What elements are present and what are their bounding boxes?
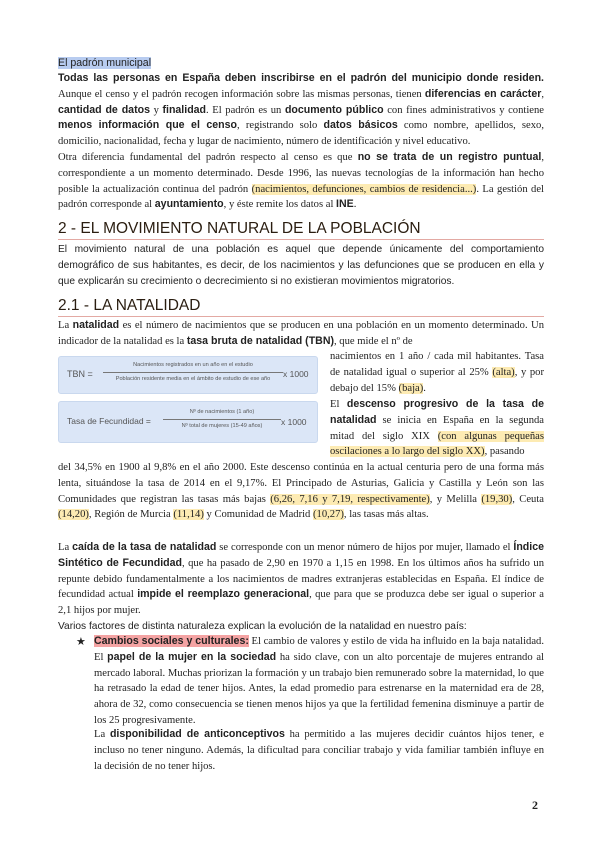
formula-tbn-numerator: Nacimientos registrados en un año en el estudio (133, 362, 253, 368)
padron-paragraph-2 (58, 150, 544, 213)
text: El (330, 399, 347, 410)
text: La (94, 729, 110, 740)
text-bold: finalidad (162, 103, 207, 116)
text-bold: INE (336, 198, 354, 211)
text: . (423, 382, 426, 394)
formula-tbn-denominator: Población residente media en el ámbito de estudio de ese año (115, 376, 271, 382)
formula-fecundidad (58, 401, 318, 443)
formula-fecundidad-label: Tasa de Fecundidad = (67, 416, 151, 426)
text: , pasando (484, 446, 525, 458)
text-bold: ayuntamiento (154, 198, 224, 211)
text: nacimientos en 1 año / cada mil habitantes. Tasa de natalidad igual o superior al 25% (330, 351, 544, 378)
text-bold: tasa bruta de natalidad (TBN) (186, 334, 334, 347)
section-2-text: El movimiento natural de una población es aquel que depende únicamente del comportamiento demográfico de sus habitantes, es decir, de los nacimientos y las defunciones que se producen en ella y que explicarán su crecimiento o decrecimiento si no existieran movimientos migratorios. (58, 244, 544, 287)
text: del 34,5% en 1900 al 9,8% en el año 2000. Este descenso continúa en la actual centuria pero de una forma más lenta, situándose la tasa de 2014 en el 9,17%. El Principado de Asturias, Galicia y Castilla y León son las Comunidades que registran las tasas más bajas (58, 462, 544, 505)
text: . El padrón es un (206, 104, 285, 116)
text: La (58, 542, 73, 553)
text-bold: impide el reemplazo generacional (137, 588, 310, 601)
factores-intro: Varios factores de distinta naturaleza explican la evolución de la natalidad en nuestro país: (58, 621, 467, 632)
fecundidad-paragraph (58, 540, 544, 619)
natalidad-tasas-paragraph (58, 460, 544, 523)
highlight-text: (6,26, 7,16 y 7,19, respectivamente) (270, 493, 430, 505)
formula-tbn (58, 356, 318, 394)
section-2-1-title: 2.1 - LA NATALIDAD (58, 297, 201, 314)
text-bold: descenso progresivo de la tasa de natalidad (330, 398, 544, 426)
text: , que mide el nº de (334, 335, 413, 347)
section-2-1-divider (58, 316, 544, 317)
tbn-thresholds-text (330, 349, 544, 396)
fraction-line (103, 372, 283, 373)
text: El cambio de valores y estilo de vida ha influido en la baja natalidad. El (94, 636, 544, 663)
text: , Ceuta (512, 493, 544, 505)
text: como nombre, apellidos, sexo, domicilio, nacionalidad, fecha y lugar de nacimiento, número de identificación y nivel educativo. (58, 120, 544, 148)
highlight-text: Cambios sociales y culturales: (94, 635, 249, 647)
star-icon: ★ (76, 636, 86, 648)
text: ha sido clave, con un alto porcentaje de mujeres entrando al mercado laboral. Muchas priorizan la formación y un trabajo bien remunerado sobre la maternidad, lo que ha retrasado la edad de tener hijos. Antes, la edad promedio para estrenarse en la maternidad era de 28, ahora de 32, como consecuencia se tienen menos hijos ya que la fertilidad femenina disminuye a partir de los 25 progresivamente. (94, 651, 544, 726)
natalidad-paragraph (58, 318, 544, 350)
text-bold: menos información que el censo (58, 119, 237, 132)
formula-tbn-multiplier: x 1000 (283, 369, 309, 379)
text: se inicia en España en la segunda mitad del siglo XIX (330, 414, 544, 442)
formula-fecundidad-numerator: Nº de nacimientos (1 año) (189, 409, 255, 415)
anticonceptivos-paragraph (94, 727, 544, 774)
text: , que ha pasado de 2,90 en 1970 a 1,15 en 1998. En los últimos años ha sufrido un repunte debido fundamentalmente a los nacimientos de madres extranjeras establecidas en España. El índice de fecundidad actual (58, 557, 544, 601)
bullet-cambios-sociales (94, 634, 544, 729)
highlight-text: (11,14) (173, 509, 204, 521)
text: , y Melilla (429, 493, 482, 505)
padron-paragraph-1 (58, 71, 544, 150)
page-number: 2 (532, 798, 538, 812)
text: , registrando solo (237, 120, 324, 132)
text: se corresponde con un menor número de hijos por mujer, llamado el (216, 542, 514, 553)
highlight-text: (baja) (398, 382, 424, 394)
text-bold: datos básicos (323, 119, 398, 132)
text: , y por debajo del 15% (330, 366, 544, 394)
text-bold: papel de la mujer en la sociedad (107, 650, 277, 663)
section-2-title: 2 - EL MOVIMIENTO NATURAL DE LA POBLACIÓN (58, 220, 421, 237)
text: . La gestión del padrón corresponde al (58, 183, 545, 211)
text: , las tasas más altas. (343, 509, 429, 521)
text: Otra diferencia fundamental del padrón respecto al censo es que (58, 152, 358, 163)
text-bold: documento público (284, 103, 384, 116)
section-2-divider (58, 239, 544, 240)
text-bold: Todas las personas en España deben inscribirse en el padrón del municipio donde residen. (58, 72, 544, 84)
text: y Comunidad de Madrid (203, 509, 314, 521)
padron-heading (58, 56, 544, 72)
highlight-text: (19,30) (481, 493, 513, 505)
text: . (353, 199, 357, 211)
text-bold: no se trata de un registro puntual (357, 151, 542, 163)
text: ha permitido a las mujeres decidir cuántos hijos tener, e incluso no tener ninguno. Además, la dificultad para conciliar trabajo y vida familiar también influye en la decisión de no tener hijos. (94, 729, 545, 772)
text: , Región de Murcia (88, 509, 174, 521)
formula-fecundidad-multiplier: x 1000 (281, 417, 307, 427)
text: , correspondiente a un momento determinado. Desde 1996, las nuevas tecnologías de la información han hecho posible la actualización continua del padrón (58, 152, 545, 195)
text-bold: Índice Sintético de Fecundidad (58, 541, 544, 569)
highlight-text: (14,20) (58, 509, 89, 521)
text-bold: caída de la tasa de natalidad (72, 541, 217, 553)
text: La (58, 320, 73, 331)
text: , que para que se produzca debe ser igual o superior a 2,1 hijos por mujer. (58, 589, 544, 617)
highlight-text: (alta) (492, 366, 515, 378)
highlight-text: (10,27) (313, 509, 344, 521)
highlight-text: (con algunas pequeñas oscilaciones a lo largo del siglo XX) (330, 430, 544, 458)
text: Aunque el censo y el padrón recogen información sobre las mismas personas, tienen (58, 88, 425, 100)
text: y (149, 104, 163, 116)
text: es el número de nacimientos que se producen en una población en un momento determinado. Un indicador de la natalidad es la (58, 320, 544, 347)
padron-heading-text: El padrón municipal (58, 57, 152, 69)
text-bold: disponibilidad de anticonceptivos (109, 728, 285, 740)
text: , y éste remite los datos al (223, 199, 337, 211)
formula-tbn-label: TBN = (67, 369, 93, 379)
text: con fines administrativos y contiene (383, 104, 544, 116)
text-bold: natalidad (72, 319, 120, 331)
text-bold: cantidad de datos (58, 103, 150, 116)
formula-fecundidad-denominator: Nº total de mujeres (15-49 años) (181, 423, 263, 429)
descenso-text (330, 397, 544, 460)
text: , (541, 88, 544, 100)
text-bold: diferencias en carácter (424, 87, 542, 100)
highlight-text: (nacimientos, defunciones, cambios de residencia...) (251, 183, 477, 195)
fraction-line (163, 419, 281, 420)
